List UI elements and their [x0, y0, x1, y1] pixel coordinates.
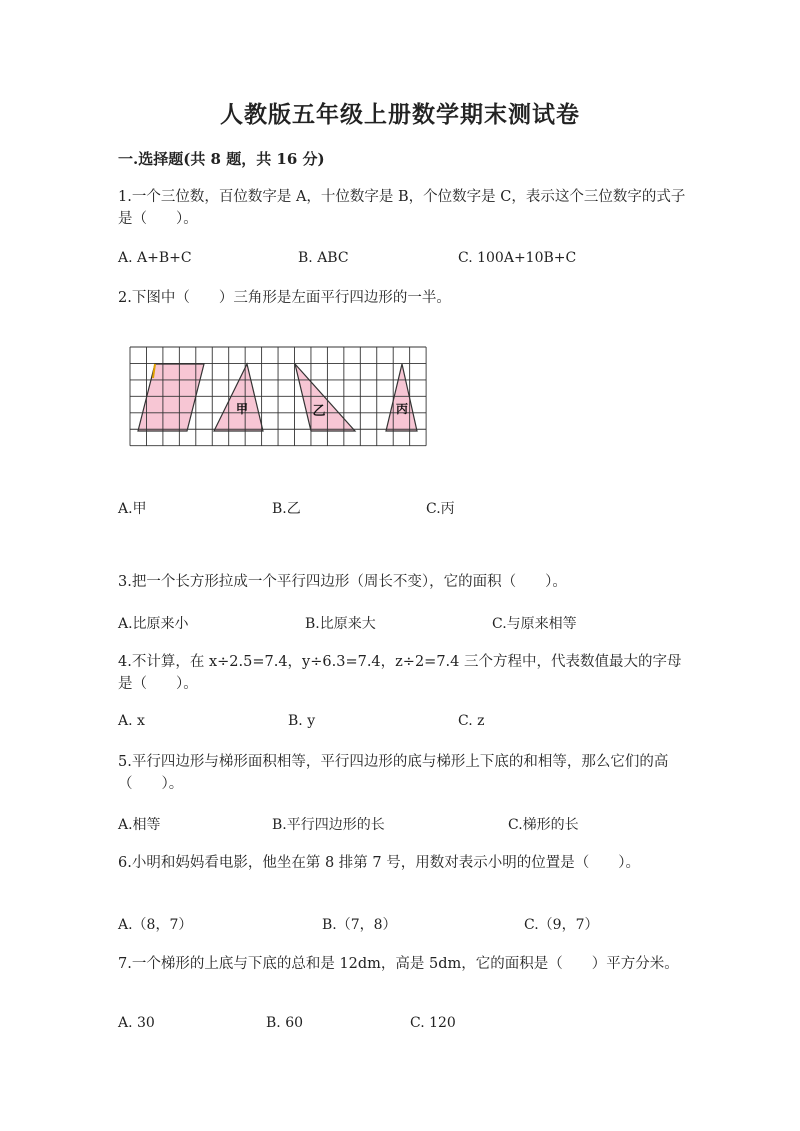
- triangle-yi: [295, 364, 355, 431]
- q3-option-c[interactable]: C.与原来相等: [492, 616, 577, 632]
- q7-option-c[interactable]: C. 120: [410, 1015, 456, 1031]
- q6-option-b[interactable]: B.（7，8）: [322, 917, 397, 933]
- question-1: 1.一个三位数，百位数字是 A，十位数字是 B，个位数字是 C，表示这个三位数字的式子是（ ）。: [118, 189, 686, 227]
- q4-option-c[interactable]: C. z: [458, 713, 485, 729]
- grid-figure: [126, 344, 436, 458]
- q1-option-c[interactable]: C. 100A+10B+C: [458, 250, 577, 266]
- q4-option-b[interactable]: B. y: [288, 713, 316, 729]
- question-4: 4.不计算，在 x÷2.5=7.4，y÷6.3=7.4，z÷2=7.4 三个方程中，代表数值最大的字母是（ ）。: [118, 654, 682, 692]
- q6-option-a[interactable]: A.（8，7）: [118, 917, 193, 933]
- label-jia: 甲: [235, 402, 249, 416]
- question-6: 6.小明和妈妈看电影，他坐在第 8 排第 7 号，用数对表示小明的位置是（ ）。: [118, 855, 640, 871]
- question-5: 5.平行四边形与梯形面积相等，平行四边形的底与梯形上下底的和相等，那么它们的高（ ）。: [118, 754, 669, 792]
- label-yi: 乙: [312, 404, 326, 419]
- q7-option-b[interactable]: B. 60: [266, 1015, 304, 1031]
- page-title: 人教版五年级上册数学期末测试卷: [220, 101, 580, 128]
- question-3: 3.把一个长方形拉成一个平行四边形（周长不变），它的面积（ ）。: [118, 574, 567, 590]
- question-2: 2.下图中（ ）三角形是左面平行四边形的一半。: [118, 290, 451, 306]
- q5-option-a[interactable]: A.相等: [118, 817, 161, 833]
- q6-option-c[interactable]: C.（9，7）: [524, 917, 599, 933]
- parallelogram-shape: [138, 364, 204, 431]
- q3-option-a[interactable]: A.比原来小: [118, 616, 189, 632]
- q1-option-b[interactable]: B. ABC: [298, 250, 349, 266]
- q2-option-b[interactable]: B.乙: [272, 501, 301, 517]
- q1-option-a[interactable]: A. A+B+C: [118, 250, 192, 266]
- parallelogram-triangles-diagram: [126, 344, 436, 454]
- q3-option-b[interactable]: B.比原来大: [305, 616, 376, 632]
- q2-option-a[interactable]: A.甲: [118, 501, 147, 517]
- triangle-jia: [214, 364, 263, 431]
- q5-option-c[interactable]: C.梯形的长: [508, 817, 579, 833]
- section-heading: 一.选择题(共 8 题，共 16 分): [118, 150, 325, 168]
- label-bing: 丙: [395, 402, 409, 416]
- triangle-bing: [386, 364, 417, 431]
- q5-option-b[interactable]: B.平行四边形的长: [272, 817, 385, 833]
- question-7: 7.一个梯形的上底与下底的总和是 12dm，高是 5dm，它的面积是（ ）平方分米。: [118, 956, 679, 972]
- q2-option-c[interactable]: C.丙: [426, 501, 455, 517]
- q4-option-a[interactable]: A. x: [118, 713, 145, 729]
- q7-option-a[interactable]: A. 30: [118, 1015, 155, 1031]
